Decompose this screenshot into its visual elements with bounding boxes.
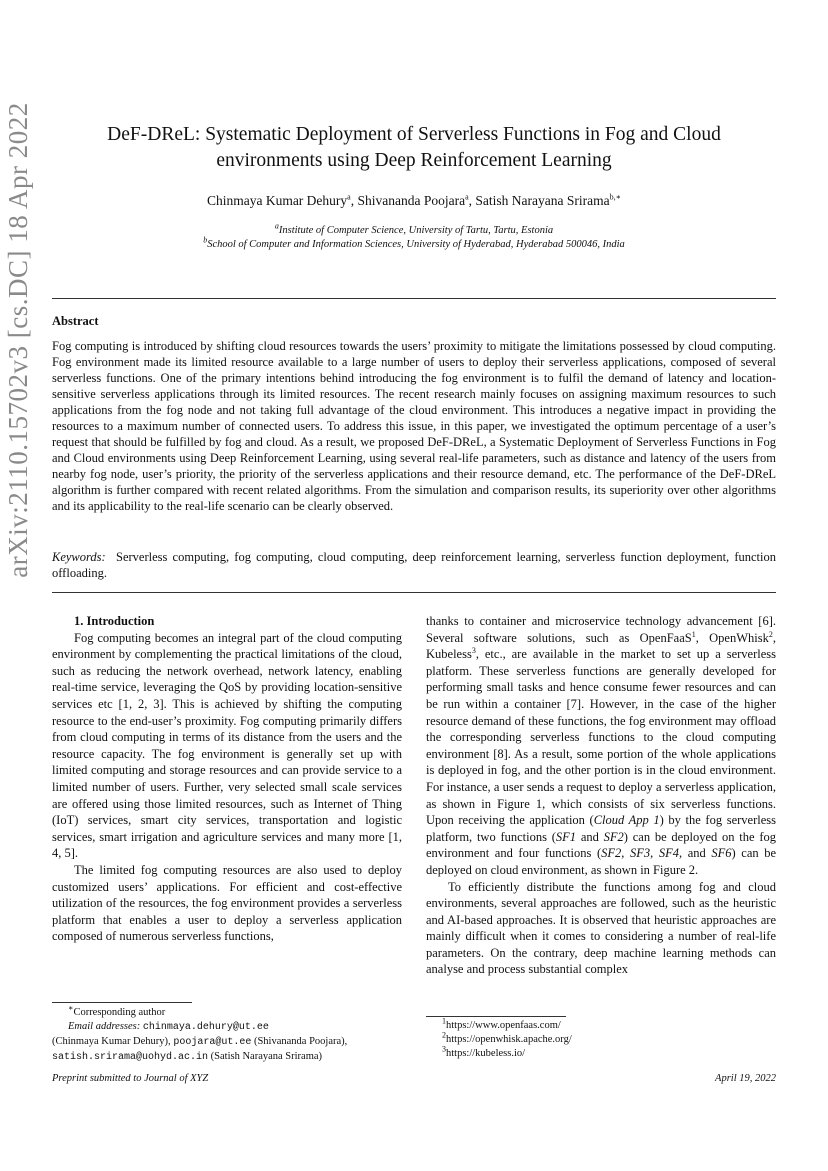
affiliation-mark: b (203, 235, 208, 245)
author-name: Chinmaya Kumar Dehury (206, 193, 348, 208)
footnote-line (52, 1035, 412, 1050)
affiliation-b (90, 235, 738, 252)
paragraph: Fog computing becomes an integral part of the cloud computing environment by complementing the practical limitations of the cloud, such as reducing the network overhead, network latency, enabling real-time service, leveraging the QoS by providing location-sensitive services etc [1, 2, 3]. This is achieved by shifting the computing resource to the end-user’s proximity. Fog computing primarily differs from cloud computing in terms of its distance from the users and the resource capacity. The fog environment is generally set up with limited computing and storage resources and can provide service to a limited number of users. Further, very selected small scale services are offered using those limited resources, such as Internet of Thing (IoT) services, smart city services, transportation and logistic services, smart irrigation and agriculture services and many more [1, 4, 5]. (52, 630, 402, 861)
italic-term: SF3 (630, 846, 651, 861)
footnote-line (52, 1003, 412, 1020)
affiliation-text: Institute of Computer Science, University of Tartu, Tartu, Estonia (278, 225, 554, 236)
footnote-line (442, 1044, 772, 1061)
email-address: satish.srirama@uohyd.ac.in (52, 1052, 209, 1063)
footnote-text: (Satish Narayana Srirama) (210, 1051, 323, 1062)
affiliation-mark: a (347, 192, 351, 202)
footnote-text: (Chinmaya Kumar Dehury), (52, 1036, 171, 1047)
affiliation-text: School of Computer and Information Sciences, University of Hyderabad, Hyderabad 500046, India (207, 239, 625, 250)
text: , etc., are available in the market to set up a serverless platform. These serverless functions are generally developed for performing small tasks and hence consume fewer resources and can be run within a container [7]. However, in the case of the higher resource demand of these functions, the fog environment may offload the corresponding serverless functions to the cloud computing environment [8]. As a result, some portion of the whole applications is deployed in fog, and the other portion is in the cloud environment. For instance, a user sends a request to deploy a serverless application, as shown in Figure 1, which consists of six serverless functions. Upon receiving the application ( (426, 647, 776, 828)
keywords-label: Keywords: (52, 550, 106, 564)
abstract-text: Fog computing is introduced by shifting cloud resources towards the users’ proximity to mitigate the limitations possessed by cloud computing. Fog environment made its limited resource available to a large number of users to deploy their serverless applications, composed of several serverless functions. One of the primary intentions behind introducing the fog environment is to fulfil the demand of latency and location-sensitive serverless applications through its limited resources. The recent research mainly focuses on assigning maximum resources to such applications from the fog node and not taking full advantage of the cloud environment. This introduces a negative impact in providing the resources to a maximum number of connected users. To address this issue, in this paper, we investigated the optimum percentage of a user’s request that should be fulfilled by fog and cloud. As a result, we proposed DeF-DReL, a Systematic Deployment of Serverless Functions in Fog and Cloud environments using Deep Reinforcement Learning, using several real-life parameters, such as distance and latency of the users from nearby fog node, user’s priority, the priority of the serverless applications and their resource demand, etc. The performance of the DeF-DReL algorithm is further compared with recent related algorithms. From the simulation and comparison results, its superiority over other algorithms and its applicability to the real-life scenario can be clearly observed. (52, 339, 776, 513)
paragraph (426, 613, 776, 879)
corresponding-footnote (52, 1003, 412, 1065)
italic-term: SF2 (603, 829, 624, 844)
affiliation-mark: b,∗ (609, 192, 622, 202)
abstract-heading: Abstract (52, 314, 99, 328)
footnote-text: Corresponding author (73, 1007, 166, 1018)
author-name: , Satish Narayana Srirama (468, 193, 610, 208)
footnote-url: https://openwhisk.apache.org/ (446, 1034, 572, 1045)
url-footnotes (442, 1016, 772, 1061)
footer-date: April 19, 2022 (715, 1073, 776, 1084)
author-list (90, 193, 738, 209)
text: and (576, 829, 604, 844)
author-name: , Shivananda Poojara (350, 193, 466, 208)
paragraph: The limited fog computing resources are also used to deploy customized users’ applications. For efficient and cost-effective utilization of the resources, the fog environment provides a serverless platform that enables a user to deploy a serverless application composed of numerous serverless functions, (52, 862, 402, 944)
email-address: chinmaya.dehury@ut.ee (142, 1022, 269, 1033)
footnote-mark: 1 (691, 629, 696, 639)
affiliation-mark: a (465, 192, 469, 202)
footer-journal: Preprint submitted to Journal of XYZ (52, 1073, 209, 1084)
footnote-line (442, 1030, 772, 1047)
footnote-mark: ∗ (68, 1003, 74, 1013)
footnote-url: https://www.openfaas.com/ (446, 1020, 561, 1031)
keywords-text: Serverless computing, fog computing, cloud computing, deep reinforcement learning, serverless function deployment, function offloading. (52, 550, 776, 580)
email-address: poojara@ut.ee (173, 1037, 252, 1048)
paper-title: DeF-DReL: Systematic Deployment of Serverless Functions in Fog and Cloud environments using Deep Reinforcement Learning (107, 124, 721, 171)
italic-term: Cloud App 1 (593, 813, 660, 828)
footnote-text: (Shivananda Poojara), (253, 1036, 348, 1047)
keywords (52, 549, 776, 581)
right-column (426, 613, 776, 978)
text: ) can be deployed on cloud environment, as shown in Figure 2. (426, 846, 777, 877)
paragraph: To efficiently distribute the functions among fog and cloud environments, several approaches are followed, such as the heuristic and AI-based approaches. It is observed that heuristic approaches are mainly difficult when it comes to considering a number of real-life parameters. On the contrary, deep machine learning methods can analyse and process substantial complex (426, 879, 776, 977)
footnote-line (52, 1050, 412, 1065)
footnote-line (442, 1016, 772, 1033)
footnote-mark: 3 (471, 646, 476, 656)
footnote-rule (426, 1016, 566, 1017)
italic-term: SF1 (555, 829, 577, 844)
footnote-mark: 2 (442, 1030, 446, 1040)
affiliation-mark: a (274, 221, 279, 231)
footnote-mark: 2 (768, 629, 773, 639)
text: , (621, 846, 630, 861)
text: , OpenWhisk (695, 630, 769, 645)
footnote-mark: 3 (442, 1044, 446, 1054)
text: , Kubeless (426, 630, 776, 662)
text: , and (679, 846, 712, 861)
italic-term: SF2 (601, 846, 622, 861)
arxiv-side-stamp: arXiv:2110.15702v3 [cs.DC] 18 Apr 2022 (3, 102, 33, 578)
divider-bottom (52, 592, 776, 593)
affiliations (90, 221, 738, 252)
section-heading: 1. Introduction (74, 614, 155, 628)
affiliation-a (90, 221, 738, 238)
footnote-line (52, 1020, 412, 1035)
left-column (52, 613, 402, 945)
text: thanks to container and microservice technology advancement [6]. Several software solutions, such as OpenFaaS (426, 614, 776, 645)
footnote-mark: 1 (442, 1016, 446, 1026)
italic-term: SF4 (658, 846, 680, 861)
text: ) can be deployed on the fog environment and four functions ( (426, 829, 776, 861)
italic-term: SF6 (711, 846, 732, 861)
text: ) by the fog serverless platform, two functions ( (426, 813, 776, 844)
divider-top (52, 298, 776, 299)
footnote-label: Email addresses: (68, 1021, 141, 1032)
text: , (650, 846, 659, 861)
footnote-url: https://kubeless.io/ (446, 1048, 526, 1059)
